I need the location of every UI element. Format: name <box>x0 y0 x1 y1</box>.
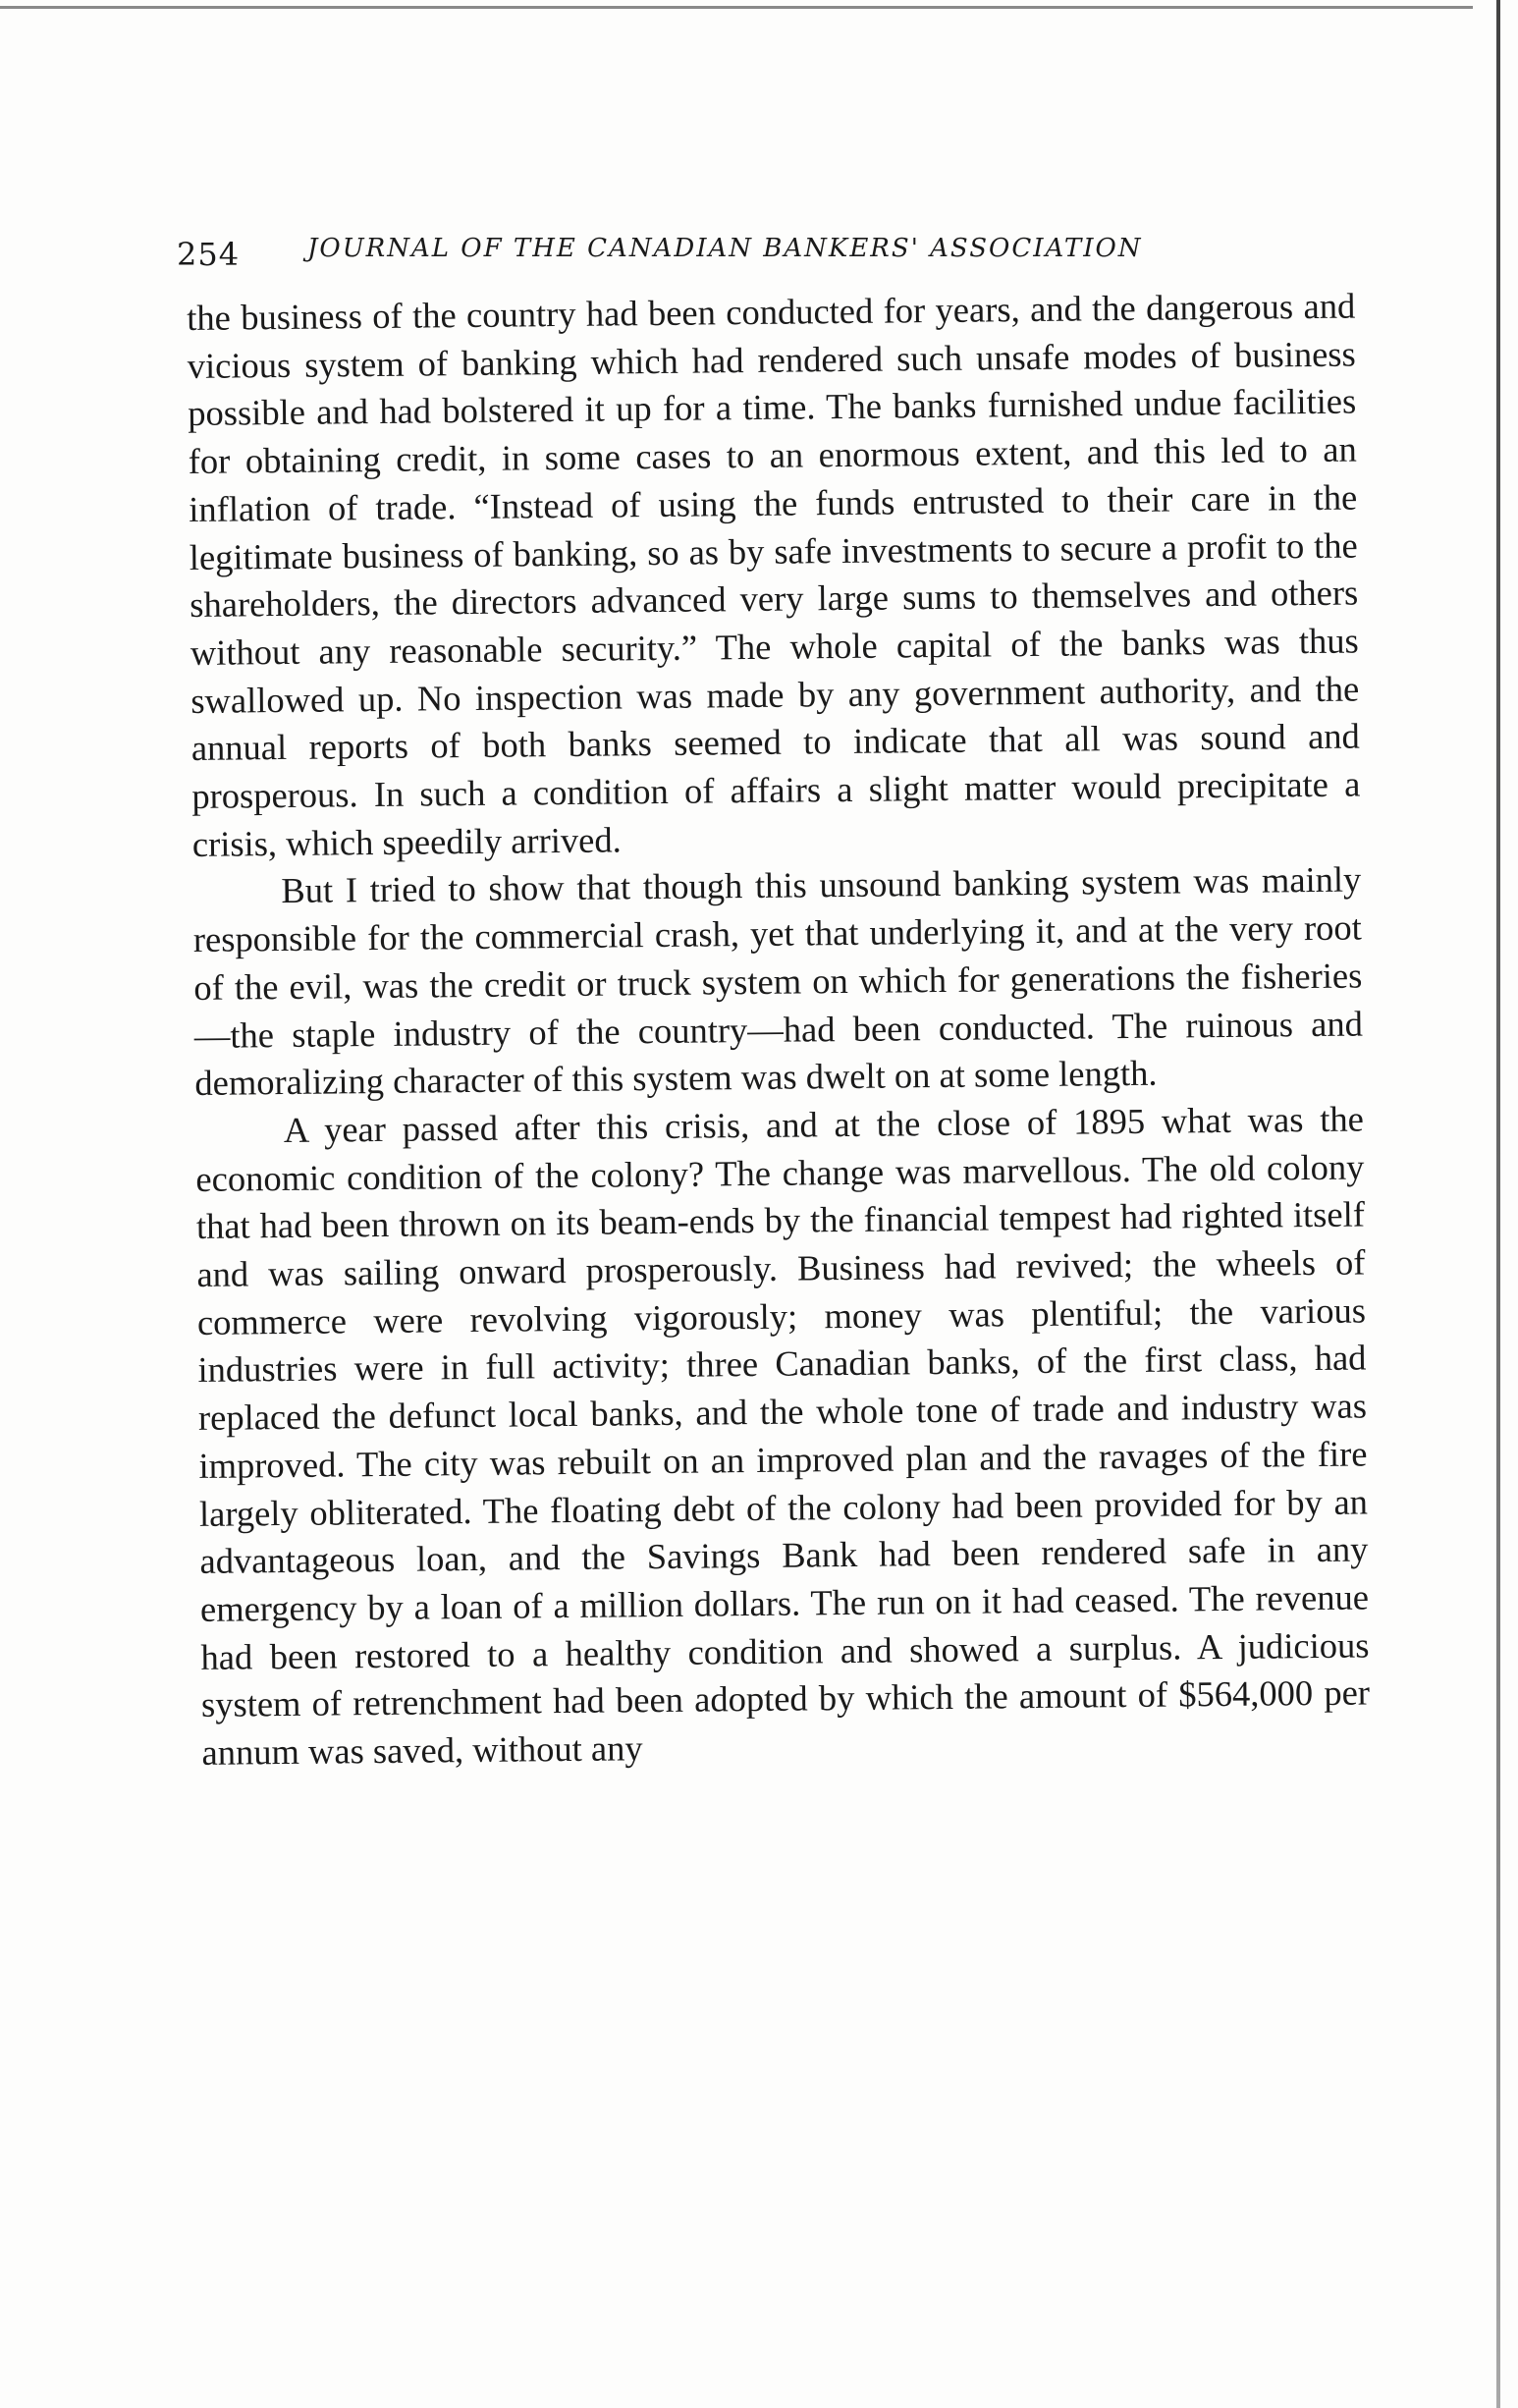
paragraph-2: But I tried to show that though this unsound banking system was mainly responsible for the commercial crash, yet that underlying it, and at the very root of the evil, was the credit or truck system on which for generations the fisheries—the staple industry of the country—had been conducted. The ruinous and demoralizing character of this system was dwelt on at some length. <box>192 858 1364 1104</box>
page-header <box>177 228 1365 273</box>
top-rule-line <box>0 6 1473 9</box>
body-text <box>187 283 1371 1778</box>
page-edge-shadow <box>1496 0 1500 2408</box>
running-title: JOURNAL OF THE CANADIAN BANKERS' ASSOCIATION <box>307 234 1143 263</box>
paragraph-1: the business of the country had been conducted for years, and the dangerous and vicious system of banking which had rendered such unsafe modes of business possible and had bolstered it up for a time. The banks furnished undue facilities for obtaining credit, in some cases to an enormous extent, and this led to an inflation of trade. “Instead of using the funds entrusted to their care in the legitimate business of banking, so as by safe investments to secure a profit to the shareholders, the directors advanced very large sums to themselves and others without any reasonable security.” The whole capital of the banks was thus swallowed up. No inspection was made by any government authority, and the annual reports of both banks seemed to indicate that all was sound and prosperous. In such a condition of affairs a slight matter would precipitate a crisis, which speedily arrived. <box>187 285 1361 864</box>
page-number: 254 <box>177 236 241 273</box>
paragraph-3: A year passed after this crisis, and at the close of 1895 what was the economic condition of the colony? The change was marvellous. The old colony that had been thrown on its beam-ends by the financial tempest had righted itself and was sailing onward prosperously. Business had revived; the wheels of commerce were revolving vigorously; money was plentiful; the various industries were in full activity; three Canadian banks, of the first class, had replaced the defunct local banks, and the whole tone of trade and industry was improved. The city was rebuilt on an improved plan and the ravages of the fire largely obliterated. The floating debt of the colony had been provided for by an advantageous loan, and the Savings Bank had been rendered safe in any emergency by a loan of a million dollars. The run on it had ceased. The revenue had been restored to a healthy condition and showed a surplus. A judicious system of retrenchment had been adopted by which the amount of $564,000 per annum was saved, without any <box>195 1098 1371 1774</box>
